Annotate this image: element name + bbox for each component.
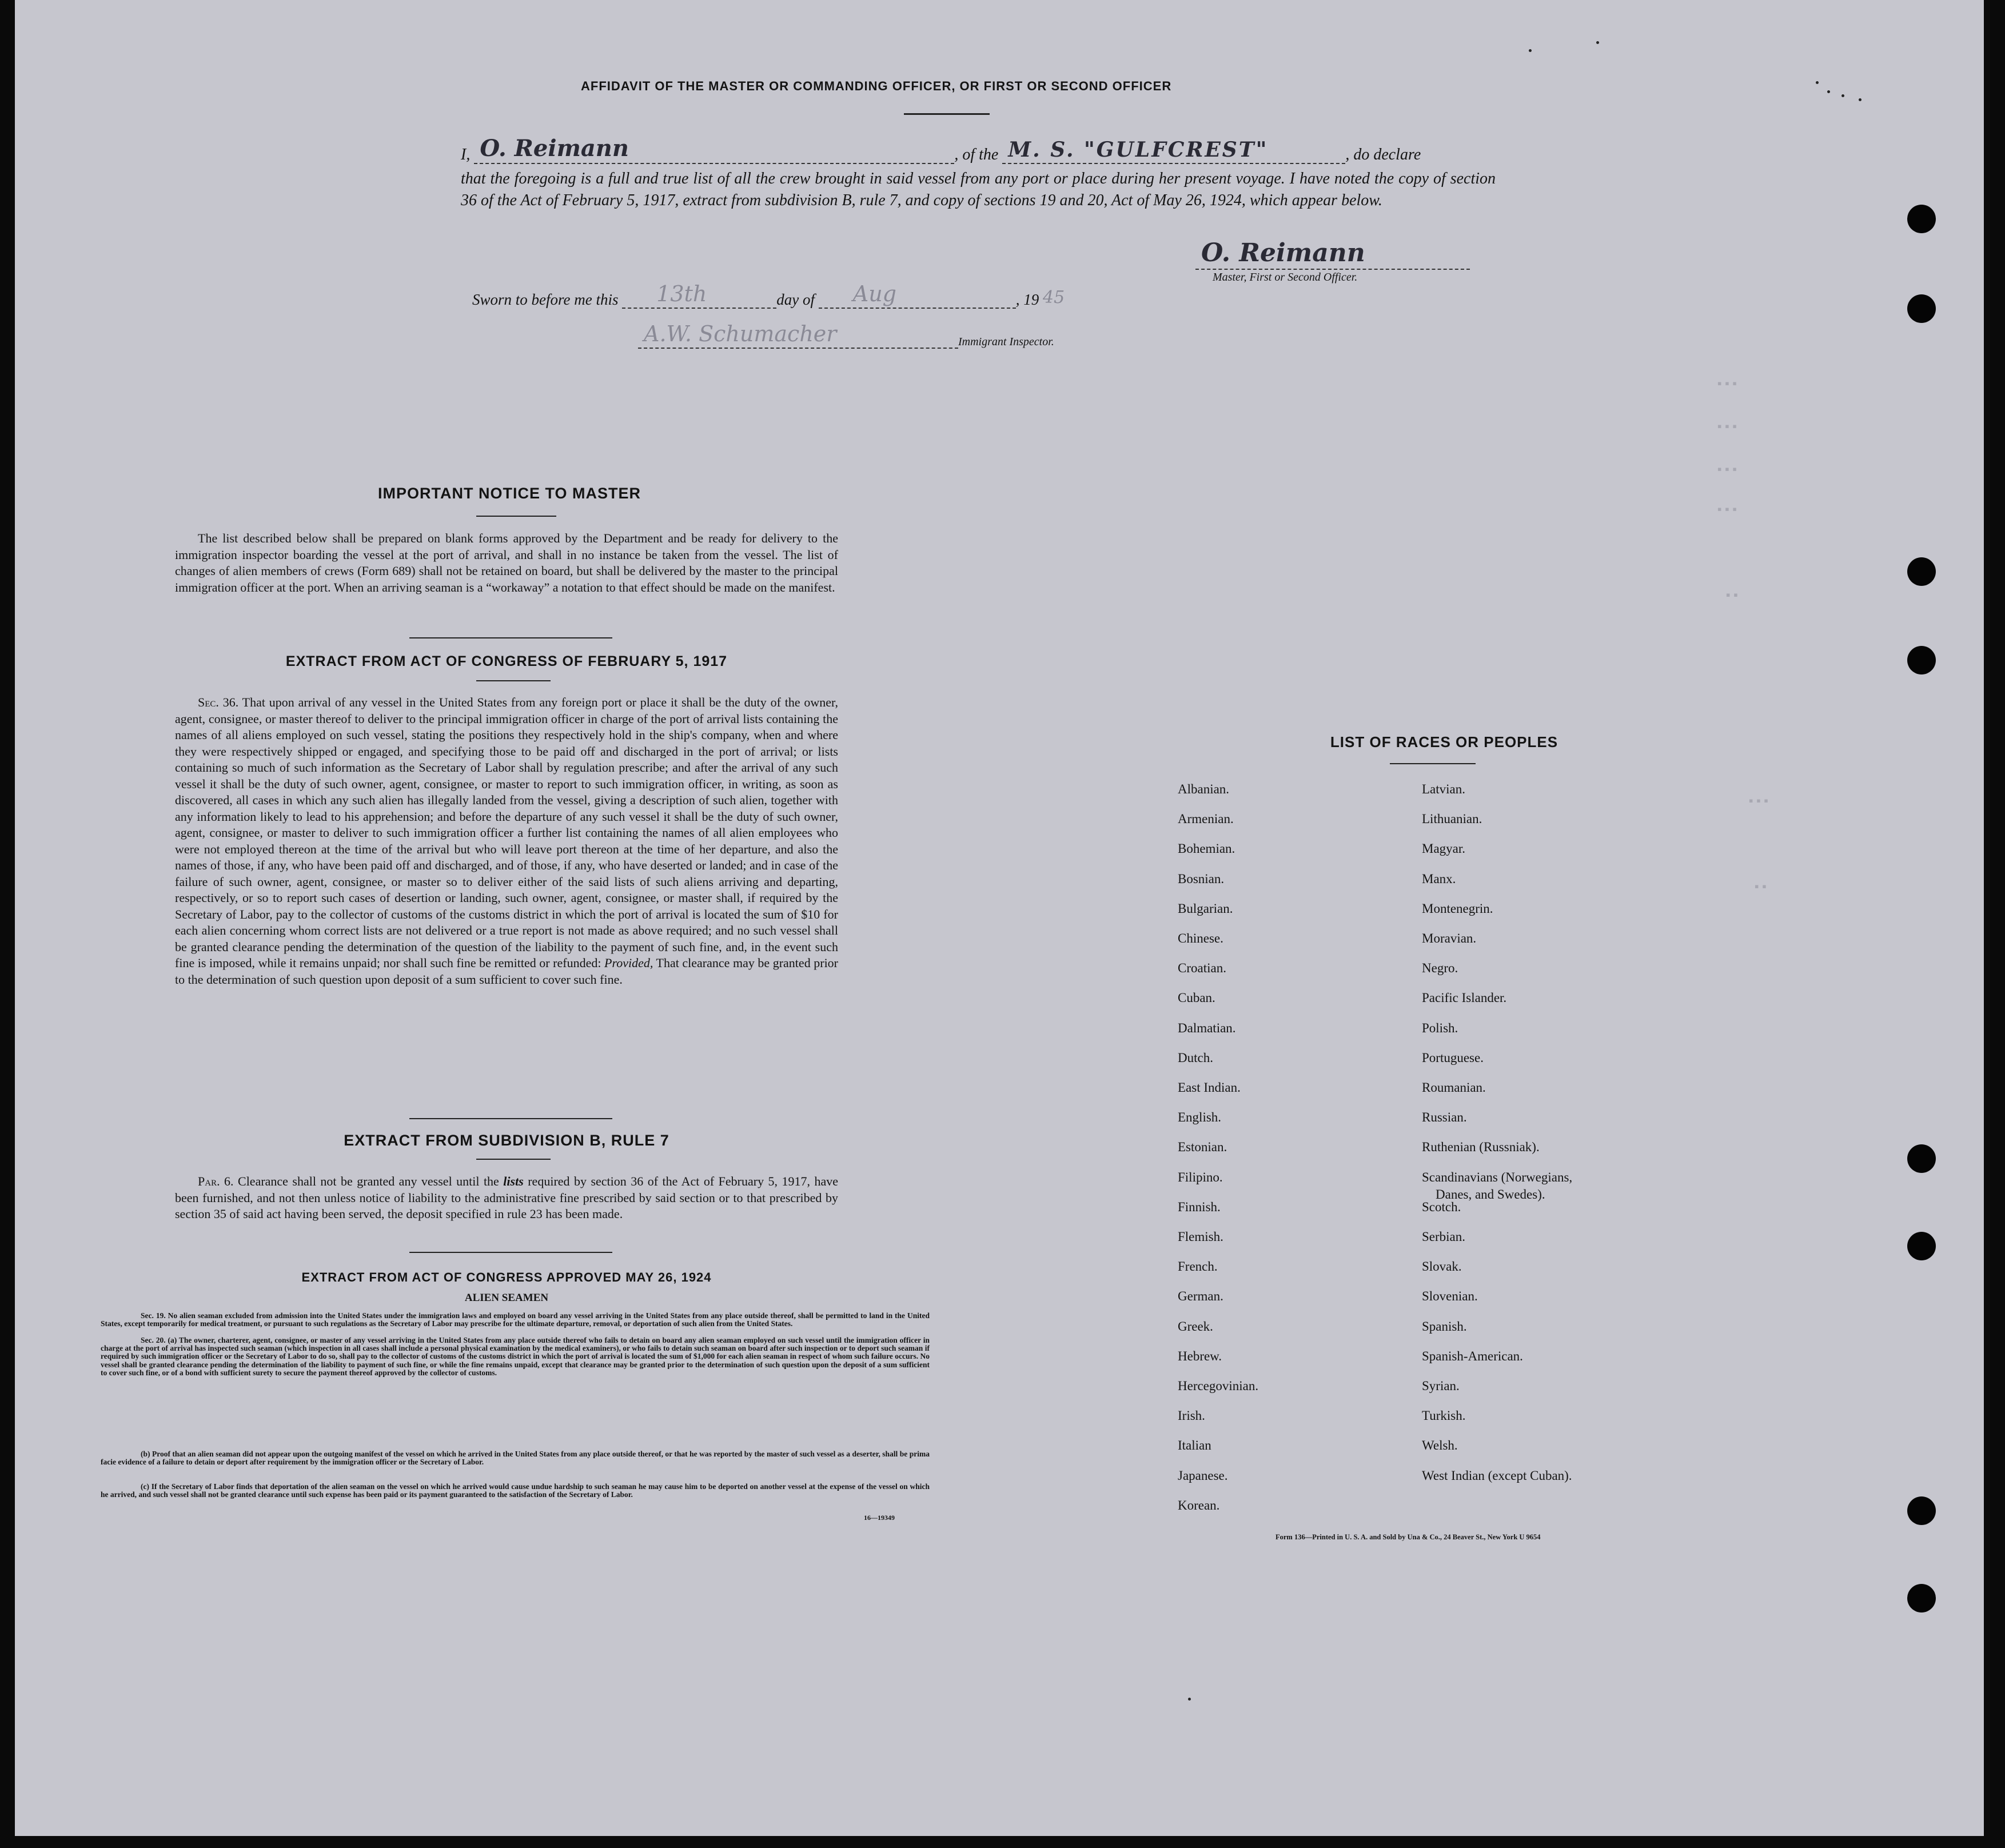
sworn-month-field [819,281,1016,309]
sworn-day-handwriting: 13th [656,281,707,306]
extract-1917-title: EXTRACT FROM ACT OF CONGRESS OF FEBRUARY 5, 1917 [285,653,728,669]
race-item: Polish. [1422,1020,1458,1035]
race-item: Latvian. [1422,782,1465,796]
races-title: LIST OF RACES OR PEOPLES [1330,733,1558,751]
race-item: Pacific Islander. [1422,991,1507,1005]
race-item: Ruthenian (Russniak). [1422,1140,1540,1155]
extract-1917-divider [409,1118,612,1119]
race-item: Lithuanian. [1422,812,1482,827]
punch-hole [1907,1144,1936,1173]
provided-word: Provided, [604,956,653,970]
race-item: Armenian. [1178,812,1234,827]
inspector-signature-field [638,320,958,349]
notice-title: IMPORTANT NOTICE TO MASTER [378,485,641,502]
race-item: Irish. [1178,1408,1205,1423]
race-item: Chinese. [1178,931,1223,945]
race-item: Korean. [1178,1498,1220,1512]
race-item: Manx. [1422,871,1456,886]
race-item: Bohemian. [1178,841,1235,856]
sec-36-label: Sec. 36. [198,695,239,709]
speck [1596,41,1599,44]
par-6-text-a: Clearance shall not be granted any vessel until the [238,1174,499,1188]
race-item: Slovenian. [1422,1289,1478,1304]
speck [1816,81,1819,84]
act-1924-title: EXTRACT FROM ACT OF CONGRESS APPROVED MAY 26, 1924 [301,1270,712,1284]
race-item: Turkish. [1422,1408,1466,1423]
form-code: 16—19349 [864,1514,895,1522]
master-signature-block [1195,234,1470,284]
race-item: Roumanian. [1422,1080,1486,1095]
sworn-day-field [622,281,776,309]
race-item: West Indian (except Cuban). [1422,1468,1572,1483]
bleed-mark: ▪▪▪ [1747,795,1770,809]
sec-20c-text: (c) If the Secretary of Labor finds that deportation of the alien seaman on the vessel on which he arrived would cause undue hardship to such seaman he may cause him to be deported on another vessel at the expense of the vessel on which he arrived, and such vessel shall not be granted clearance until such expense has been paid or its payment guaranteed to the satisfaction of the Secretary of Labor. [101,1482,930,1499]
notice-body: The list described below shall be prepared on blank forms approved by the Department and be ready for delivery to the immigration inspector boarding the vessel at the port of arrival, and shall in no instance be taken from the vessel. The list of changes of alien members of crews (Form 689) shall not be retained on board, but shall be delivered by the master to the principal immigration officer at the port. When an arriving seaman is a “workaway” a notation to that effect should be made on the manifest. [175,531,838,594]
speck [1827,90,1830,93]
race-item: Serbian. [1422,1230,1466,1244]
do-declare-label: , do declare [1345,146,1421,163]
race-item: Scotch. [1422,1199,1461,1214]
punch-hole [1907,1584,1936,1612]
rule7-title: EXTRACT FROM SUBDIVISION B, RULE 7 [344,1132,669,1149]
day-of-label: day of [776,291,815,308]
punch-hole [1907,294,1936,323]
sworn-line [472,281,1071,309]
speck [1841,94,1844,97]
race-item: Cuban. [1178,991,1215,1005]
lists-word: lists [503,1174,524,1188]
punch-hole [1907,557,1936,586]
sworn-label: Sworn to before me this [472,291,619,308]
sworn-year-field [1043,286,1071,309]
race-item: Estonian. [1178,1140,1227,1155]
punch-hole [1907,1496,1936,1525]
race-item: Spanish-American. [1422,1348,1523,1363]
race-item: Danes, and Swedes). [1436,1187,1545,1202]
master-name-handwriting: O. Reimann [480,135,629,162]
affidavit-title: AFFIDAVIT OF THE MASTER OR COMMANDING OFFICER, OR FIRST OR SECOND OFFICER [581,79,1172,93]
speck [1529,49,1532,52]
par-6-label: Par. 6. [198,1174,234,1188]
race-item: Greek. [1178,1319,1213,1334]
race-item: Magyar. [1422,841,1466,856]
race-item: Spanish. [1422,1319,1467,1334]
bleed-mark: ▪▪ [1753,880,1768,895]
inspector-line [638,320,1054,349]
imprint: Form 136—Printed in U. S. A. and Sold by Una & Co., 24 Beaver St., New York U 9654 [1275,1533,1541,1541]
race-item: Welsh. [1422,1438,1458,1453]
race-item: Negro. [1422,961,1458,976]
vessel-name-handwriting: M. S. "GULFCREST" [1008,138,1269,162]
race-item: Croatian. [1178,961,1226,976]
sec-20b-text: (b) Proof that an alien seaman did not appear upon the outgoing manifest of the vessel on which he arrived in the United States from any place outside thereof, or that he was reported by the master of such vessel as a deserter, shall be prima facie evidence of a failure to detain or deport after requirement by the immigration officer or the Secretary of Labor. [101,1450,930,1467]
rule7-body [175,1174,838,1223]
extract-1917-rule [476,680,551,681]
race-item: Bosnian. [1178,871,1225,886]
sec-36-text: That upon arrival of any vessel in the United States from any foreign port or place it shall be the duty of the owner, agent, consignee, or master thereof to deliver to the principal immigration officer in charge of the port of arrival lists containing the names of all aliens employed on such vessel, stating the positions they respectively hold in the ship's company, when and where they were respectively shipped or engaged, and specifying those to be paid off and discharged in the port of arrival; or lists containing so much of such information as the Secretary of Labor shall by regulation prescribe; and after the arrival of any such vessel it shall be the duty of such owner, agent, consignee, or master to report to such immigration officer, in writing, as soon as discovered, all cases in which any such alien has illegally landed from the vessel, giving a description of such alien, together with any information likely to lead to his apprehension; and before the departure of any such vessel it shall be the duty of such owner, agent, consignee, or master to deliver to such immigration officer a further list containing the names of all alien employees who were not employed thereon at the time of the arrival but who will leave port thereon at the time of her departure, and also the names of those, if any, who have been paid off and discharged, and of those, if any, who have deserted or landed; and in case of the failure of such owner, agent, consignee, or master so to deliver either of the said lists of such aliens arriving and departing, respectively, or so to report such cases of desertion or landing, such owner, agent, consignee, or master shall, if required by the Secretary of Labor, pay to the collector of customs of the customs district in which the port of arrival is located the sum of $10 for each alien concerning whom correct lists are not delivered or a true report is not made as above required; and no such vessel shall be granted clearance pending the determination of the question of the liability to the payment of such fine, and, in the event such fine is imposed, while it remains unpaid; nor shall such fine be remitted or refunded: [175,695,838,970]
affidavit-i-label: I, [461,146,471,163]
race-item: Albanian. [1178,782,1230,796]
sec-36-text-end: That clearance may be granted prior to the determination of such question upon deposit of a sum sufficient to cover such fine. [175,956,839,987]
inspector-caption: Immigrant Inspector. [958,336,1054,348]
master-name-field [474,135,954,164]
manifest-page [15,0,1984,1836]
bleed-mark: ▪▪▪ [1716,420,1739,434]
race-item: Finnish. [1178,1199,1221,1214]
punch-hole [1907,205,1936,233]
rule7-divider [409,1252,612,1253]
bleed-mark: ▪▪▪ [1716,463,1739,477]
race-item: Hebrew. [1178,1348,1222,1363]
race-item: Russian. [1422,1110,1467,1125]
race-item: Japanese. [1178,1468,1228,1483]
bleed-mark: ▪▪▪ [1716,377,1739,392]
race-item: Dutch. [1178,1050,1213,1065]
race-item: Moravian. [1422,931,1477,945]
of-the-label: , of the [954,146,999,163]
race-item: Italian [1178,1438,1211,1453]
race-item: Scandinavians (Norwegians, [1422,1170,1573,1184]
notice-divider [409,637,612,638]
sec-19-text: Sec. 19. No alien seaman excluded from admission into the United States under the immigration laws and employed on board any vessel arriving in the United States from any place outside thereof, shall be permitted to land in the United States, except temporarily for medical treatment, or pursuant to such regulations as the Secretary of Labor may prescribe for the ultimate departure, removal, or deportation of such alien from the United States. [101,1311,930,1328]
bleed-mark: ▪▪▪ [1716,503,1739,517]
speck [1859,98,1861,101]
master-signature: O. Reimann [1201,238,1365,268]
alien-seamen-subtitle: ALIEN SEAMEN [464,1292,549,1304]
affidavit-declaration: that the foregoing is a full and true list of all the crew brought in said vessel from any port or place during her present voyage. I have noted the copy of section 36 of the Act of February 5, 1917, extract from subdivision B, rule 7, and copy of sections 19 and 20, Act of May 26, 1924, which appear below. [461,170,1496,209]
race-item: Portuguese. [1422,1050,1484,1065]
rule7-rule [476,1159,551,1160]
race-item: Montenegrin. [1422,901,1493,916]
inspector-signature: A.W. Schumacher [644,321,837,346]
title-rule [904,113,990,115]
extract-1917-body [175,695,838,988]
race-item: English. [1178,1110,1222,1125]
race-item: East Indian. [1178,1080,1241,1095]
race-item: Dalmatian. [1178,1020,1236,1035]
race-item: Flemish. [1178,1230,1223,1244]
races-rule [1390,763,1476,764]
punch-hole [1907,646,1936,674]
sworn-month-handwriting: Aug [852,281,896,306]
year-prefix-label: , 19 [1015,291,1039,308]
race-item: French. [1178,1259,1218,1274]
race-item: Hercegovinian. [1178,1379,1259,1393]
speck [1188,1698,1191,1701]
race-item: Slovak. [1422,1259,1462,1274]
race-item: German. [1178,1289,1223,1304]
par-6-text-b: required by section 36 of the Act of February 5, 1917, have been furnished, and not then unless notice of liability to the administrative fine prescribed by said section or to that prescribed by section 35 of said act having been served, the deposit specified in rule 23 has been made. [175,1174,839,1221]
race-item: Filipino. [1178,1170,1223,1184]
affidavit-line-1 [461,135,1421,164]
punch-hole [1907,1232,1936,1260]
notice-rule [476,516,556,517]
race-item: Bulgarian. [1178,901,1233,916]
vessel-name-field [1002,140,1345,164]
race-item: Syrian. [1422,1379,1460,1393]
sec-20a-text: Sec. 20. (a) The owner, charterer, agent, consignee, or master of any vessel arriving in the United States from any place outside thereof who fails to detain on board any alien seaman employed on such vessel until the immigration officer in charge at the port of arrival has inspected such seaman (which inspection in all cases shall include a personal physical examination by the medical examiners), or who fails to detain such seaman on board after such inspection or to deport such seaman if required by such immigration officer or the Secretary of Labor to do so, shall pay to the collector of customs of the customs district in which the port of arrival is located the sum of $1,000 for each alien seaman in respect of whom such failure occurs. No vessel shall be granted clearance pending the determination of the liability to payment of such fine, or while the fine remains unpaid, except that clearance may be granted prior to the determination of such question upon the deposit of a sum sufficient to cover such fine, or of a bond with sufficient surety to secure the payment thereof approved by the collector of customs. [101,1336,930,1377]
bleed-mark: ▪▪ [1724,589,1740,603]
sworn-year-handwriting: 45 [1043,288,1065,308]
master-signature-caption: Master, First or Second Officer. [1213,271,1358,284]
